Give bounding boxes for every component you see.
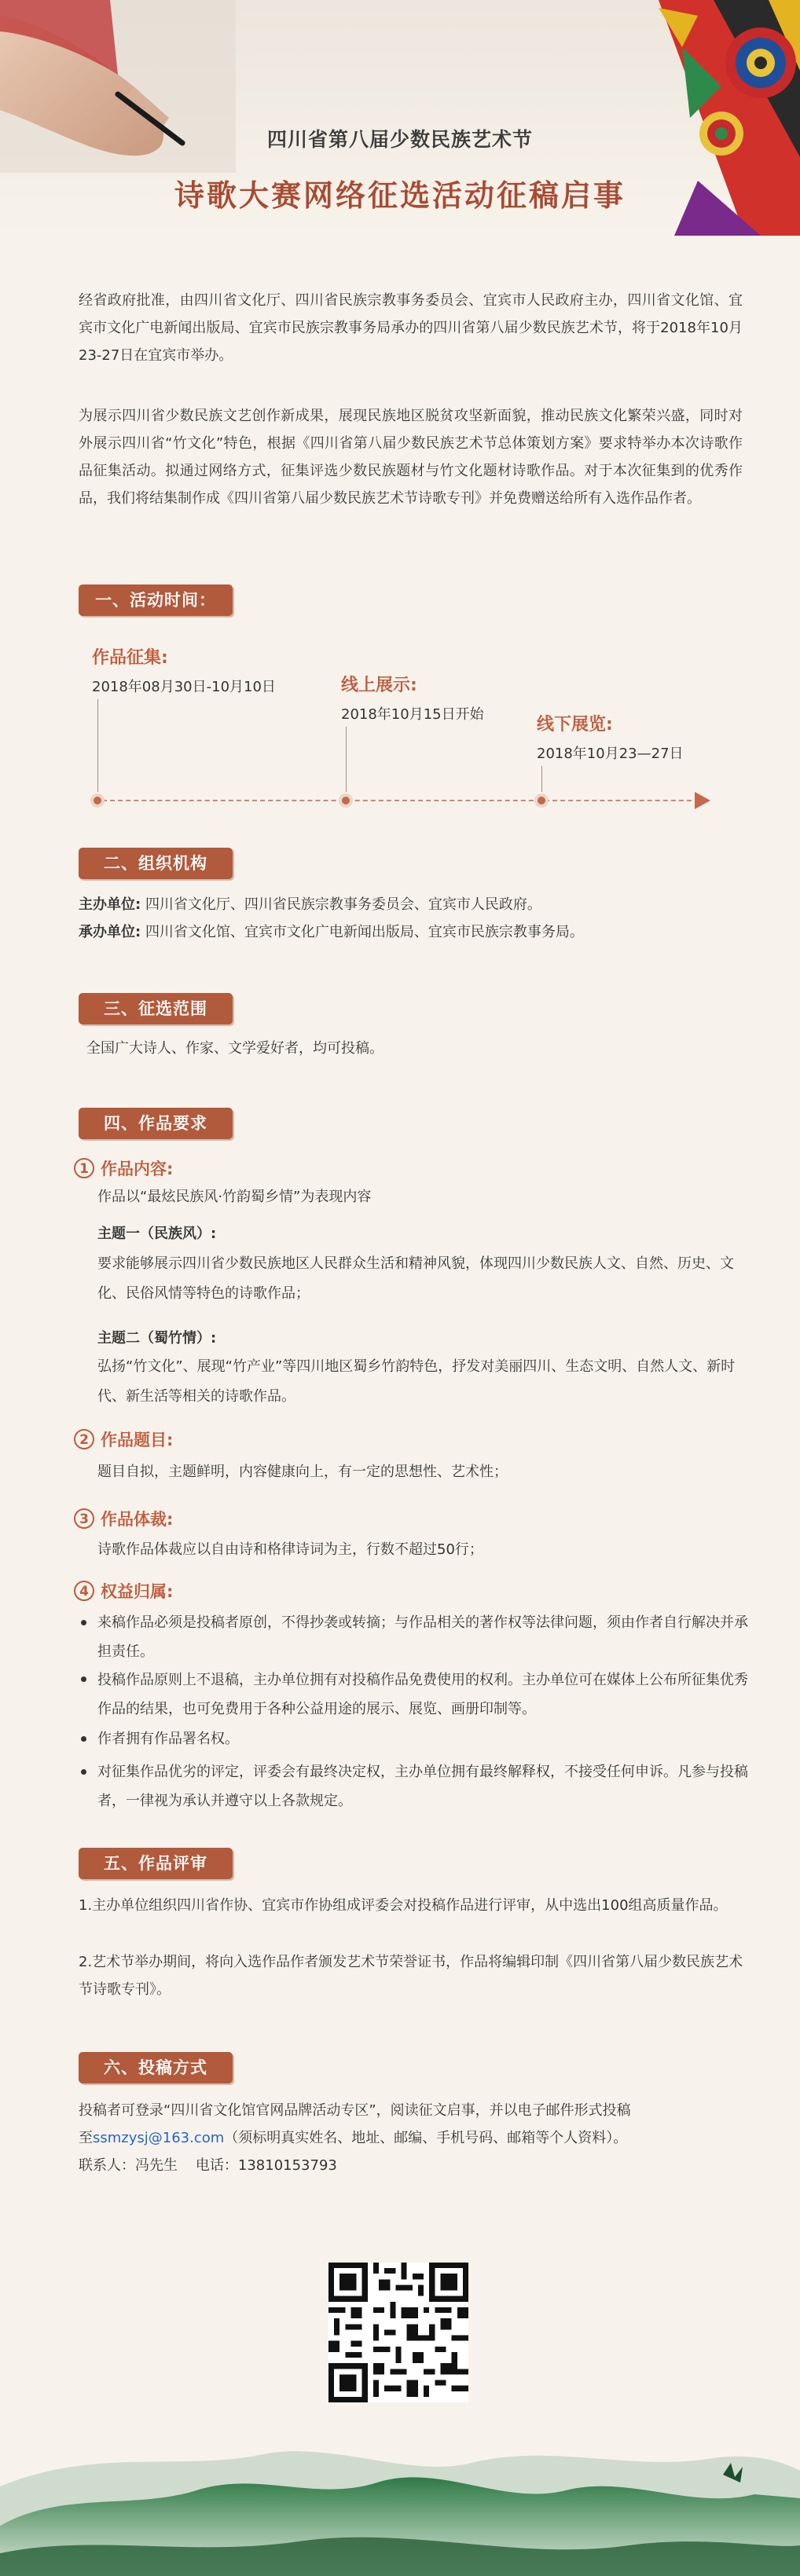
number-circle-1: 1 bbox=[74, 1158, 94, 1178]
number-circle-2: 2 bbox=[74, 1429, 94, 1449]
theme-1-text: 要求能够展示四川省少数民族地区人民群众生活和精神风貌，体现四川少数民族人文、自然、历史、文化、民俗风情等特色的诗歌作品； bbox=[97, 1255, 734, 1302]
theme-2-title: 主题二（蜀竹情）: bbox=[97, 1330, 217, 1347]
timeline-connector bbox=[541, 766, 542, 792]
section-heading-submission: 六、投稿方式 bbox=[79, 2052, 233, 2083]
theme-2-text: 弘扬“竹文化”、展现“竹产业”等四川地区蜀乡竹韵特色，抒发对美丽四川、生态文明、自然人文、新时代、新生活等相关的诗歌作品。 bbox=[97, 1358, 736, 1405]
submit-note: （须标明真实姓名、地址、邮编、手机号码、邮箱等个人资料）。 bbox=[224, 2130, 628, 2146]
host-value: 四川省文化厅、四川省民族宗教事务委员会、宜宾市人民政府。 bbox=[145, 896, 541, 913]
number-circle-4: 4 bbox=[74, 1581, 94, 1601]
rights-item: 对征集作品优劣的评定，评委会有最终决定权，主办单位拥有最终解释权，不接受任何申诉。凡参与投稿者，一律视为承认并遵守以上各款规定。 bbox=[97, 1764, 748, 1809]
timeline-date-offline: 2018年10月23—27日 bbox=[537, 746, 684, 762]
rights-heading: 权益归属: bbox=[101, 1582, 174, 1601]
email-link[interactable]: ssmzysj@163.com bbox=[93, 2130, 225, 2146]
genre-heading: 作品体裁: bbox=[101, 1510, 174, 1529]
rights-item: 投稿作品原则上不退稿，主办单位拥有对投稿作品免费使用的权利。主办单位可在媒体上公布所征集优秀作品的结果，也可免费用于各种公益用途的展示、展览、画册印制等。 bbox=[97, 1672, 748, 1717]
intro-paragraph-2: 为展示四川省少数民族文艺创作新成果，展现民族地区脱贫攻坚新面貌，推动民族文化繁荣兴盛，同时对外展示四川省“竹文化”特色，根据《四川省第八届少数民族艺术节总体策划方案》要求特举办本次诗歌作品征集活动。拟通过网络方式，征集评选少数民族题材与竹文化题材诗歌作品。对于本次征集到的优秀作品，我们将结集制作成《四川省第八届少数民族艺术节诗歌专刊》并免费赠送给所有入选作品作者。 bbox=[79, 408, 743, 507]
section-heading-review: 五、作品评审 bbox=[79, 1848, 233, 1879]
number-circle-3: 3 bbox=[74, 1508, 94, 1529]
ink-landscape-decoration bbox=[0, 2416, 800, 2576]
page-title: 诗歌大赛网络征选活动征稿启事 bbox=[174, 178, 626, 213]
section-heading-scope: 三、征选范围 bbox=[79, 993, 233, 1024]
organizer-value: 四川省文化馆、宜宾市文化广电新闻出版局、宜宾市民族宗教事务局。 bbox=[145, 924, 584, 940]
title-text: 题目自拟，主题鲜明，内容健康向上，有一定的思想性、艺术性； bbox=[97, 1464, 508, 1480]
organizer-unit bbox=[79, 919, 584, 946]
bullet-dot bbox=[81, 1769, 86, 1775]
review-item: 1.主办单位组织四川省作协、宜宾市作协组成评委会对投稿作品进行评审，从中选出100组高质量作品。 bbox=[79, 1897, 728, 1914]
theme-1-title: 主题一（民族风）: bbox=[97, 1226, 217, 1242]
timeline-dot bbox=[90, 793, 105, 808]
submit-prefix: 至 bbox=[79, 2130, 93, 2146]
scope-text: 全国广大诗人、作家、文学爱好者，均可投稿。 bbox=[86, 1040, 383, 1057]
review-item: 2.艺术节举办期间，将向入选作品作者颁发艺术节荣誉证书，作品将编辑印制《四川省第八届少数民族艺术节诗歌专刊》。 bbox=[79, 1954, 743, 1998]
timeline-connector bbox=[97, 699, 98, 792]
submit-line-1: 投稿者可登录“四川省文化馆官网品牌活动专区”，阅读征文启事，并以电子邮件形式投稿 bbox=[79, 2102, 631, 2119]
timeline-dot bbox=[534, 793, 549, 808]
timeline-date-online: 2018年10月15日开始 bbox=[341, 706, 484, 723]
title-heading: 作品题目: bbox=[101, 1431, 174, 1449]
section-heading-organization: 二、组织机构 bbox=[79, 848, 233, 879]
festival-name: 四川省第八届少数民族艺术节 bbox=[266, 128, 533, 151]
rights-item: 作者拥有作品署名权。 bbox=[97, 1731, 239, 1747]
timeline-connector bbox=[346, 727, 347, 792]
host-unit bbox=[79, 892, 541, 918]
timeline-date-collection: 2018年08月30日-10月10日 bbox=[92, 679, 276, 695]
genre-text: 诗歌作品体裁应以自由诗和格律诗词为主，行数不超过50行； bbox=[97, 1541, 483, 1558]
section-heading-requirements: 四、作品要求 bbox=[79, 1108, 233, 1139]
bullet-dot bbox=[81, 1676, 86, 1682]
intro-paragraph-1: 经省政府批准，由四川省文化厅、四川省民族宗教事务委员会、宜宾市人民政府主办，四川省文化馆、宜宾市文化广电新闻出版局、宜宾市民族宗教事务局承办的四川省第八届少数民族艺术节，将于2018年10月23-27日在宜宾市举办。 bbox=[79, 292, 743, 364]
section-heading-activity-time: 一、活动时间： bbox=[79, 584, 233, 616]
host-label: 主办单位: bbox=[79, 896, 141, 913]
qr-code-image bbox=[328, 2263, 468, 2402]
timeline-axis bbox=[94, 800, 699, 801]
content-text: 作品以“最炫民族风·竹韵蜀乡情”为表现内容 bbox=[97, 1189, 372, 1205]
bullet-dot bbox=[81, 1620, 86, 1625]
bullet-dot bbox=[81, 1736, 86, 1742]
content-heading: 作品内容: bbox=[101, 1160, 174, 1178]
timeline-dot bbox=[339, 793, 353, 808]
timeline-arrow-icon bbox=[695, 792, 710, 809]
timeline-title-collection: 作品征集: bbox=[92, 648, 168, 668]
contact-info: 联系人：冯先生 电话：13810153793 bbox=[79, 2157, 337, 2174]
submit-line-2 bbox=[79, 2125, 627, 2152]
header-banner bbox=[0, 0, 800, 236]
organizer-label: 承办单位: bbox=[79, 924, 141, 940]
timeline-title-online: 线上展示: bbox=[341, 676, 417, 695]
timeline-title-offline: 线下展览: bbox=[537, 715, 613, 735]
rights-item: 来稿作品必须是投稿者原创，不得抄袭或转摘；与作品相关的著作权等法律问题，须由作者自行解决并承担责任。 bbox=[97, 1614, 748, 1660]
